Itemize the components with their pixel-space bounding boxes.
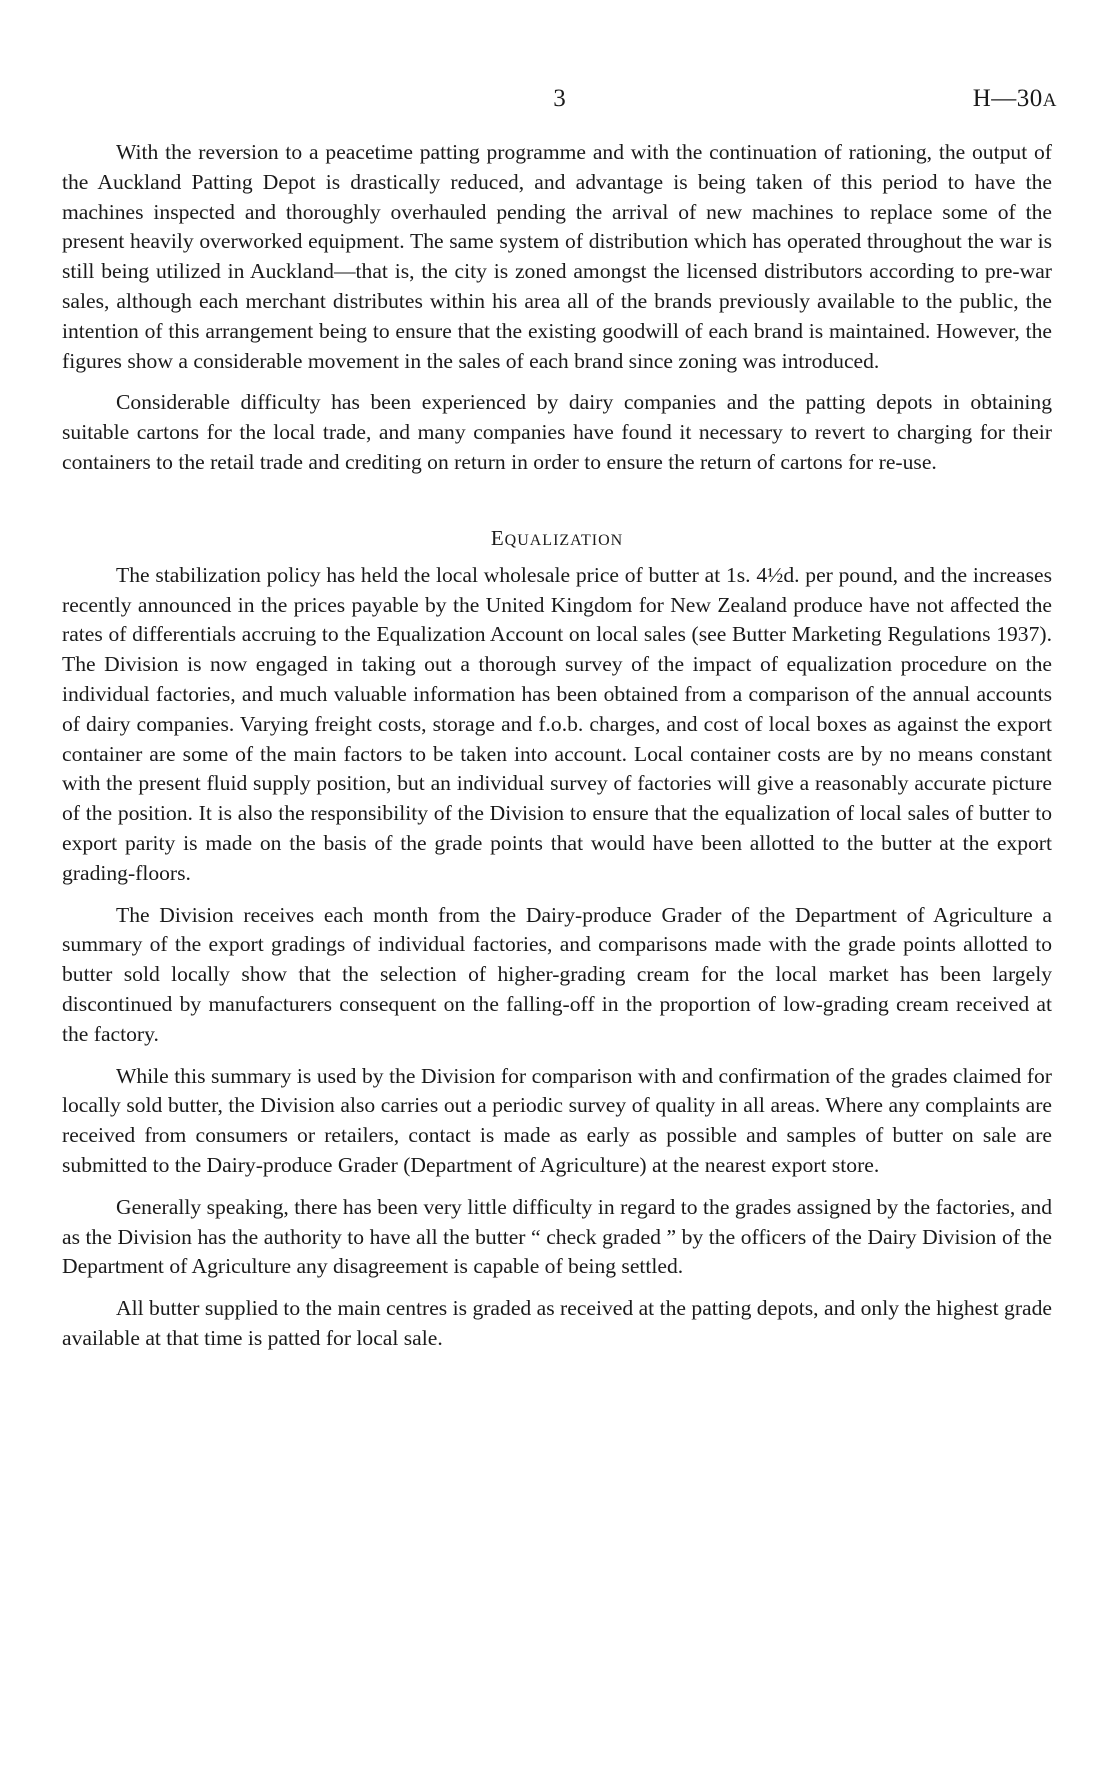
section-heading-equalization [62, 524, 1052, 555]
paragraph-quality-survey: While this summary is used by the Division for comparison with and confirmation of the grades claimed for locally sold butter, the Division also carries out a periodic survey of quality in all areas. Where any complaints are received from consumers or retailers, contact is made as early as possible and samples of butter on sale are submitted to the Dairy-produce Grader (Department of Agriculture) at the nearest export store. [62, 1063, 1052, 1177]
section-heading-initial: E [490, 525, 505, 550]
paragraph-monthly-summary: The Division receives each month from the Dairy-produce Grader of the Department of Agriculture a summary of the export gradings of individual factories, and comparisons made with the grade points allotted to butter sold locally show that the selection of higher-grading cream for the local market has been largely discontinued by manufacturers consequent on the falling-off in the proportion of low-grading cream received at the factory. [62, 902, 1052, 1046]
page-number: 3 [553, 85, 566, 112]
document-body [62, 138, 1052, 1366]
page-header [62, 84, 1057, 120]
paragraph-main-centres: All butter supplied to the main centres is graded as received at the patting depots, and only the highest grade available at that time is patted for local sale. [62, 1296, 1052, 1350]
paragraph-grades-assigned: Generally speaking, there has been very little difficulty in regard to the grades assigned by the factories, and as the Division has the authority to have all the butter “ check graded ” by the officers of the Dairy Division of the Department of Agriculture any disagreement is capable of being settled. [62, 1194, 1052, 1279]
paragraph-cartons: Considerable difficulty has been experienced by dairy companies and the patting depots in obtaining suitable cartons for the local trade, and many companies have found it necessary to revert to charging for their containers to the retail trade and crediting on return in order to ensure the return of cartons for re-use. [62, 390, 1052, 474]
document-reference-main: H—30 [972, 85, 1043, 112]
paragraph-patting-depot: With the reversion to a peacetime patting programme and with the continuation of rationing, the output of the Auckland Patting Depot is drastically reduced, and advantage is being taken of this period to have the machines inspected and thoroughly overhauled pending the arrival of new machines to replace some of the present heavily overworked equipment. The same system of distribution which has operated throughout the war is still being utilized in Auckland—that is, the city is zoned amongst the licensed distributors according to pre-war sales, although each merchant distributes within his area all of the brands previously available to the public, the intention of this arrangement being to ensure that the existing goodwill of each brand is maintained. However, the figures show a considerable movement in the sales of each brand since zoning was introduced. [62, 140, 1052, 373]
document-reference-suffix: A [1042, 90, 1057, 111]
section-heading-rest: QUALIZATION [504, 531, 624, 549]
paragraph-stabilization: The stabilization policy has held the local wholesale price of butter at 1s. 4½d. per pound, and the increases recently announced in the prices payable by the United Kingdom for New Zealand produce have not affected the rates of differentials accruing to the Equalization Account on local sales (see Butter Marketing Regulations 1937). The Division is now engaged in taking out a thorough survey of the impact of equalization procedure on the individual factories, and much valuable information has been obtained from a comparison of the annual accounts of dairy companies. Varying freight costs, storage and f.o.b. charges, and cost of local boxes as against the export container are some of the main factors to be taken into account. Local container costs are by no means constant with the present fluid supply position, but an individual survey of factories will give a reasonably accurate picture of the position. It is also the responsibility of the Division to ensure that the equalization of local sales of butter to export parity is made on the basis of the grade points that would have been allotted to the butter at the export grading-floors. [62, 562, 1052, 885]
document-reference [973, 84, 1057, 116]
